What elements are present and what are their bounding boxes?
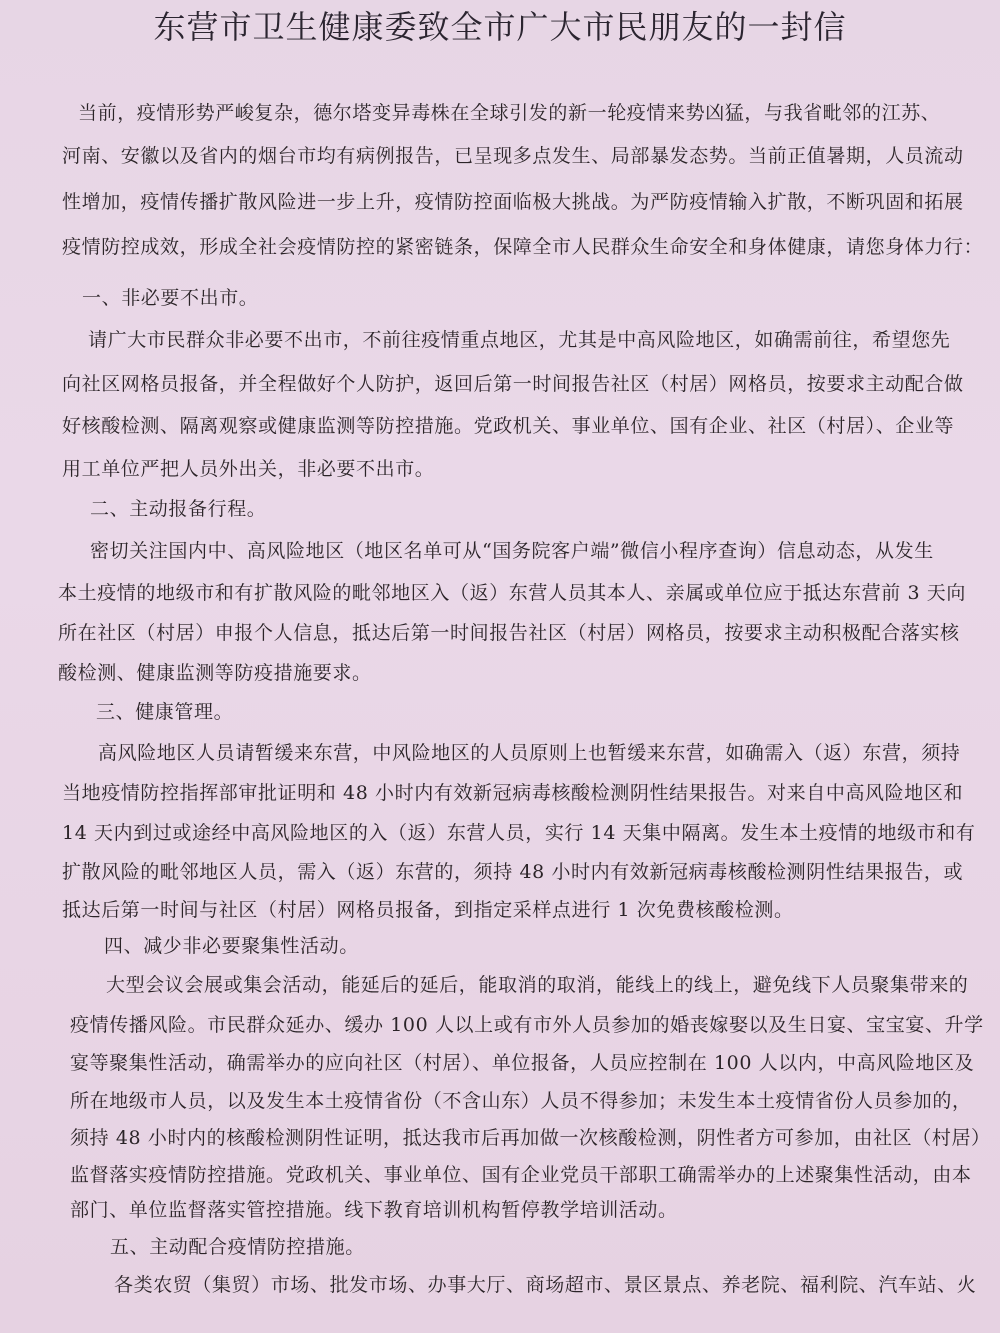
section-1-line-2: 向社区网格员报备，并全程做好个人防护，返回后第一时间报告社区（村居）网格员，按要求主动配合做 <box>62 373 964 395</box>
paragraph-intro-line-3: 性增加，疫情传播扩散风险进一步上升，疫情防控面临极大挑战。为严防疫情输入扩散，不断巩固和拓展 <box>62 191 964 213</box>
section-3-line-5: 抵达后第一时间与社区（村居）网格员报备，到指定采样点进行 1 次免费核酸检测。 <box>62 899 794 921</box>
section-3-line-1: 高风险地区人员请暂缓来东营，中风险地区的人员原则上也暂缓来东营，如确需入（返）东营，须持 <box>98 742 961 764</box>
section-heading-2: 二、主动报备行程。 <box>90 498 267 520</box>
paragraph-intro-line-1: 当前，疫情形势严峻复杂，德尔塔变异毒株在全球引发的新一轮疫情来势凶猛，与我省毗邻的江苏、 <box>78 102 941 124</box>
section-4-line-6: 监督落实疫情防控措施。党政机关、事业单位、国有企业党员干部职工确需举办的上述聚集性活动，由本 <box>70 1164 972 1186</box>
section-heading-1: 一、非必要不出市。 <box>82 287 259 309</box>
section-2-line-3: 所在社区（村居）申报个人信息，抵达后第一时间报告社区（村居）网格员，按要求主动积极配合落实核 <box>58 622 960 644</box>
section-2-line-4: 酸检测、健康监测等防疫措施要求。 <box>58 662 372 684</box>
paragraph-intro-line-2: 河南、安徽以及省内的烟台市均有病例报告，已呈现多点发生、局部暴发态势。当前正值暑期，人员流动 <box>62 145 964 167</box>
section-2-line-1: 密切关注国内中、高风险地区（地区名单可从“国务院客户端”微信小程序查询）信息动态，从发生 <box>90 540 934 562</box>
section-4-line-5: 须持 48 小时内的核酸检测阴性证明，抵达我市后再加做一次核酸检测，阴性者方可参加，由社区（村居） <box>70 1127 991 1149</box>
section-3-line-4: 扩散风险的毗邻地区人员，需入（返）东营的，须持 48 小时内有效新冠病毒核酸检测阴性结果报告，或 <box>62 861 964 883</box>
section-heading-4: 四、减少非必要聚集性活动。 <box>104 935 359 957</box>
letter-title: 东营市卫生健康委致全市广大市民朋友的一封信 <box>153 8 847 46</box>
section-4-line-1: 大型会议会展或集会活动，能延后的延后，能取消的取消，能线上的线上，避免线下人员聚集带来的 <box>106 974 969 996</box>
section-3-line-2: 当地疫情防控指挥部审批证明和 48 小时内有效新冠病毒核酸检测阴性结果报告。对来自中高风险地区和 <box>62 782 964 804</box>
section-4-line-4: 所在地级市人员，以及发生本土疫情省份（不含山东）人员不得参加；未发生本土疫情省份人员参加的， <box>70 1090 972 1112</box>
section-1-line-1: 请广大市民群众非必要不出市，不前往疫情重点地区，尤其是中高风险地区，如确需前往，希望您先 <box>88 329 951 351</box>
section-1-line-4: 用工单位严把人员外出关，非必要不出市。 <box>62 458 435 480</box>
section-2-line-2: 本土疫情的地级市和有扩散风险的毗邻地区入（返）东营人员其本人、亲属或单位应于抵达东营前 3 天向 <box>58 582 966 604</box>
section-heading-5: 五、主动配合疫情防控措施。 <box>110 1236 365 1258</box>
paragraph-intro-line-4: 疫情防控成效，形成全社会疫情防控的紧密链条，保障全市人民群众生命安全和身体健康，请您身体力行： <box>62 236 984 258</box>
section-heading-3: 三、健康管理。 <box>96 701 234 723</box>
section-4-line-7: 部门、单位监督落实管控措施。线下教育培训机构暂停教学培训活动。 <box>70 1199 678 1221</box>
section-4-line-2: 疫情传播风险。市民群众延办、缓办 100 人以上或有市外人员参加的婚丧嫁娶以及生日宴、宝宝宴、升学 <box>70 1014 984 1036</box>
section-1-line-3: 好核酸检测、隔离观察或健康监测等防控措施。党政机关、事业单位、国有企业、社区（村居）、企业等 <box>62 415 955 437</box>
section-5-line-1: 各类农贸（集贸）市场、批发市场、办事大厅、商场超市、景区景点、养老院、福利院、汽车站、火 <box>114 1274 977 1296</box>
section-3-line-3: 14 天内到过或途经中高风险地区的入（返）东营人员，实行 14 天集中隔离。发生本土疫情的地级市和有 <box>62 822 976 844</box>
section-4-line-3: 宴等聚集性活动，确需举办的应向社区（村居）、单位报备，人员应控制在 100 人以内，中高风险地区及 <box>70 1052 975 1074</box>
